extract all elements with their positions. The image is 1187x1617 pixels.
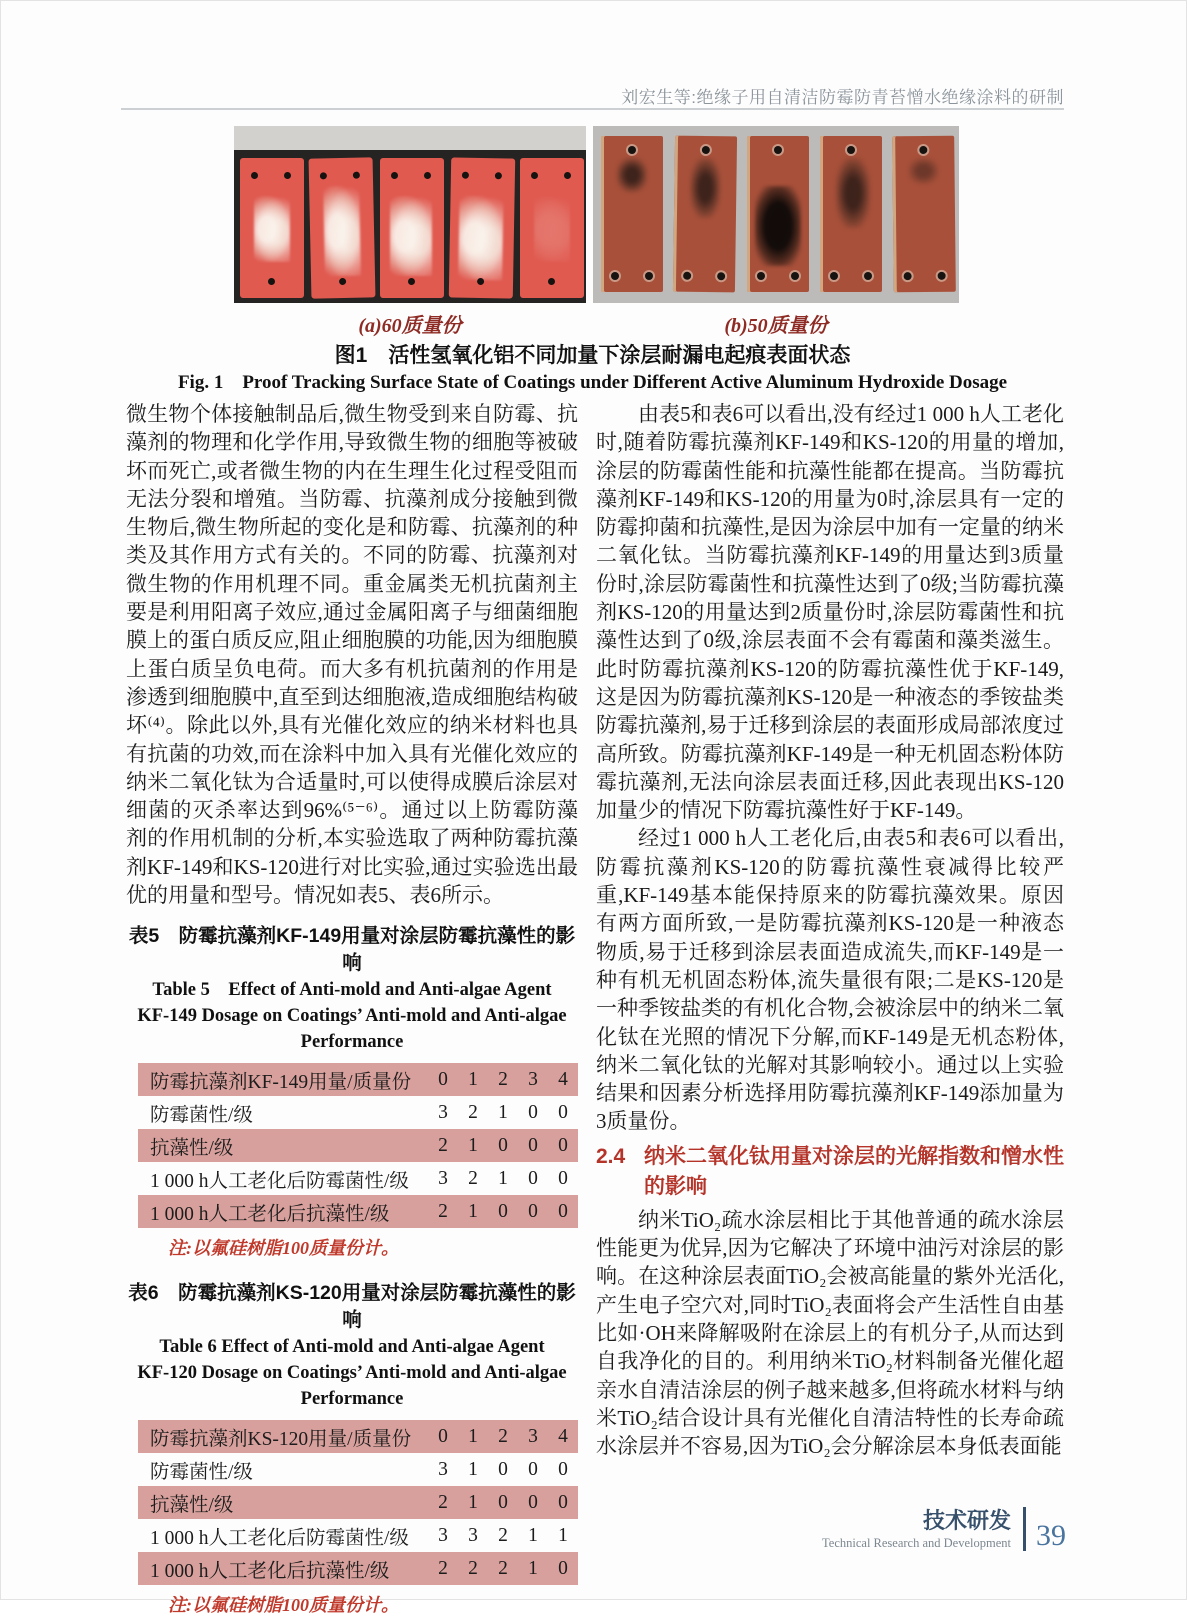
table6-caption-en-line: Table 6 Effect of Anti-mold and Anti-algae Agent [159, 1337, 545, 1358]
figure1-photo-a [234, 126, 586, 303]
table-cell-value: 3 [438, 1101, 448, 1123]
figure1-caption-en: Fig. 1 Proof Tracking Surface State of Coatings under Different Active Aluminum Hydroxide Dosage [177, 372, 1008, 393]
table5-caption-en-line: KF-149 Dosage on Coatings’ Anti-mold and Anti-algae [137, 1006, 567, 1027]
table5-caption-en-line: Table 5 Effect of Anti-mold and Anti-algae Agent [152, 980, 552, 1001]
table-cell-value: 0 [528, 1458, 538, 1480]
section-title: 纳米二氧化钛用量对涂层的光解指数和憎水性的影响 [644, 1144, 1064, 1198]
page-footer [822, 1507, 1066, 1551]
table-cell-value: 2 [468, 1557, 478, 1579]
table-cell-value: 2 [438, 1557, 448, 1579]
table-cell-value: 1 [498, 1101, 508, 1123]
table-cell-value: 2 [468, 1167, 478, 1189]
table-cell-value: 2 [498, 1068, 508, 1090]
table-row-label: 防霉菌性/级 [150, 1104, 253, 1126]
table-cell-value: 0 [498, 1491, 508, 1513]
body-columns [126, 400, 1064, 1617]
table-cell-value: 0 [498, 1134, 508, 1156]
body-paragraph: 纳米TiO₂疏水涂层相比于其他普通的疏水涂层性能更为优异,因为它解决了环境中油污对涂层的影响。在这种涂层表面TiO₂会被高能量的紫外光活化,产生电子空穴对,同时TiO₂表面将会产生活性自由基比如·OH来降解吸附在涂层上的有机分子,从而达到自我净化的目的。利用纳米TiO₂材料制备光催化超亲水自清洁涂层的例子越来越多,但将疏水材料与纳米TiO₂结合设计具有光催化自清洁特性的长寿命疏水涂层并不容易,因为TiO₂会分解涂层本身低表面能 [596, 1207, 1064, 1459]
table-cell-value: 1 [468, 1425, 478, 1447]
table-cell-value: 1 [528, 1557, 538, 1579]
table-row [138, 1195, 578, 1228]
table-cell-value: 3 [438, 1167, 448, 1189]
body-paragraph: 经过1 000 h人工老化后,由表5和表6可以看出,防霉抗藻剂KS-120的防霉抗藻性衰减得比较严重,KF-149基本能保持原来的防霉抗藻效果。原因有两方面所致,一是防霉抗藻剂KS-120是一种液态物质,易于迁移到涂层表面造成流失,而KF-149是一种有机无机固态粉体,流失量很有限;二是KS-120是一种季铵盐类的有机化合物,会被涂层中的纳米二氧化钛在光照的情况下分解,而KF-149是无机态粉体,纳米二氧化钛的光解对其影响较小。通过以上实验结果和因素分析选择用防霉抗藻剂KF-149添加量为3质量份。 [596, 826, 1064, 1134]
figure1-subcaption-a: (a)60质量份 [358, 315, 462, 337]
table-cell-value: 0 [498, 1458, 508, 1480]
footer-section-en: Technical Research and Development [822, 1536, 1011, 1550]
table-cell-value: 2 [468, 1101, 478, 1123]
table-row [138, 1519, 578, 1552]
left-column [126, 400, 578, 1617]
table-row [138, 1063, 578, 1096]
table-cell-value: 4 [558, 1425, 568, 1447]
footer-divider [1023, 1507, 1026, 1551]
figure1-caption-zh: 图1 活性氢氧化铝不同加量下涂层耐漏电起痕表面状态 [334, 344, 851, 367]
table-row-label: 防霉菌性/级 [150, 1461, 253, 1483]
table-cell-value: 1 [558, 1524, 568, 1546]
table-cell-value: 1 [528, 1524, 538, 1546]
table-cell-value: 1 [468, 1134, 478, 1156]
table6-note: 注:以氟硅树脂100质量份计。 [168, 1595, 399, 1616]
table-cell-value: 1 [498, 1167, 508, 1189]
table-row-label: 防霉抗藻剂KS-120用量/质量份 [150, 1428, 412, 1450]
figure1-photo-b [593, 126, 959, 303]
coating-sample [380, 158, 444, 298]
table-row [138, 1486, 578, 1519]
table-cell-value: 2 [438, 1134, 448, 1156]
body-paragraph: 微生物个体接触制品后,微生物受到来自防霉、抗藻剂的物理和化学作用,导致微生物的细胞等被破坏而死亡,或者微生物的内在生理生化过程受阻而无法分裂和增殖。当防霉、抗藻剂成分接触到微生物后,微生物所起的变化是和防霉、抗藻剂的种类及其作用方式有关的。不同的防霉、抗藻剂对微生物的作用机理不同。重金属类无机抗菌剂主要是利用阳离子效应,通过金属阳离子与细菌细胞膜上的蛋白质反应,阻止细胞膜的功能,因为细胞膜上蛋白质呈负电荷。而大多有机抗菌剂的作用是渗透到细胞膜中,直至到达细胞液,造成细胞结构破坏⁽⁴⁾。除此以外,具有光催化效应的纳米材料也具有抗菌的功效,而在涂料中加入具有光催化效应的纳米二氧化钛为合适量时,可以使得成膜后涂层对细菌的灭杀率达到96%⁽⁵⁻⁶⁾。通过以上防霉防藻剂的作用机制的分析,本实验选取了两种防霉抗藻剂KF-149和KS-120进行对比实验,通过实验选出最优的用量和型号。情况如表5、表6所示。 [126, 402, 578, 908]
table-cell-value: 0 [558, 1200, 568, 1222]
table-row-label: 抗藻性/级 [150, 1494, 234, 1516]
table-cell-value: 0 [558, 1101, 568, 1123]
table-cell-value: 0 [558, 1134, 568, 1156]
coating-sample [309, 157, 376, 298]
table-cell-value: 3 [438, 1524, 448, 1546]
table-row-label: 1 000 h人工老化后防霉菌性/级 [150, 1527, 409, 1549]
table-cell-value: 0 [528, 1167, 538, 1189]
table6-caption-zh: 表6 防霉抗藻剂KS-120用量对涂层防霉抗藻性的影响 [128, 1282, 576, 1332]
page-number: 39 [1036, 1519, 1066, 1552]
table-cell-value: 3 [528, 1068, 538, 1090]
table5-note: 注:以氟硅树脂100质量份计。 [168, 1238, 399, 1259]
table6-block [126, 1280, 578, 1617]
coating-sample [520, 158, 584, 298]
table-row-label: 1 000 h人工老化后抗藻性/级 [150, 1560, 390, 1582]
table-cell-value: 0 [438, 1068, 448, 1090]
table-row [138, 1096, 578, 1129]
table6-caption-en-line: KF-120 Dosage on Coatings’ Anti-mold and Anti-algae [137, 1363, 567, 1384]
table-cell-value: 2 [498, 1425, 508, 1447]
table-cell-value: 0 [558, 1167, 568, 1189]
table-cell-value: 0 [498, 1200, 508, 1222]
table-cell-value: 0 [438, 1425, 448, 1447]
table5-block [126, 923, 578, 1260]
table5-caption-zh: 表5 防霉抗藻剂KF-149用量对涂层防霉抗藻性的影响 [128, 925, 576, 975]
coating-sample [240, 158, 304, 298]
table5 [138, 1063, 578, 1228]
right-column [596, 400, 1064, 1617]
table-cell-value: 2 [438, 1491, 448, 1513]
table-cell-value: 1 [468, 1068, 478, 1090]
table-cell-value: 0 [558, 1491, 568, 1513]
table-cell-value: 0 [558, 1458, 568, 1480]
table5-caption-en-line: Performance [300, 1032, 404, 1053]
body-paragraph: 由表5和表6可以看出,没有经过1 000 h人工老化时,随着防霉抗藻剂KF-149和KS-120的用量的增加,涂层的防霉菌性能和抗藻性能都在提高。当防霉抗藻剂KF-149和KS-120的用量为0时,涂层具有一定的防霉抑菌和抗藻性,是因为涂层中加有一定量的纳米二氧化钛。当防霉抗藻剂KF-149的用量达到3质量份时,涂层防霉菌性和抗藻性达到了0级;当防霉抗藻剂KS-120的用量达到2质量份时,涂层防霉菌性和抗藻性达到了0级,涂层表面不会有霉菌和藻类滋生。此时防霉抗藻剂KS-120的防霉抗藻性优于KF-149,这是因为防霉抗藻剂KS-120是一种液态的季铵盐类防霉抗藻剂,易于迁移到涂层的表面形成局部浓度过高所致。防霉抗藻剂KF-149是一种无机固态粉体防霉抗藻剂,无法向涂层表面迁移,因此表现出KS-120加量少的情况下防霉抗藻性好于KF-149。 [596, 402, 1064, 823]
table-row-label: 1 000 h人工老化后防霉菌性/级 [150, 1170, 409, 1192]
header-rule [121, 108, 1064, 110]
table-row-label: 抗藻性/级 [150, 1137, 234, 1159]
table-row [138, 1129, 578, 1162]
table-cell-value: 0 [528, 1200, 538, 1222]
footer-section-zh: 技术研发 [922, 1508, 1011, 1533]
table-cell-value: 3 [438, 1458, 448, 1480]
table-row-label: 1 000 h人工老化后抗藻性/级 [150, 1203, 390, 1225]
table-cell-value: 2 [438, 1200, 448, 1222]
table-cell-value: 1 [468, 1200, 478, 1222]
coating-sample [892, 136, 956, 293]
coating-sample [747, 136, 809, 292]
footer-section [822, 1509, 1011, 1551]
table-cell-value: 0 [528, 1101, 538, 1123]
table-cell-value: 0 [528, 1491, 538, 1513]
table-cell-value: 1 [468, 1491, 478, 1513]
table-cell-value: 3 [528, 1425, 538, 1447]
table-cell-value: 0 [528, 1134, 538, 1156]
section-heading-2-4 [596, 1142, 1064, 1202]
table6 [138, 1420, 578, 1585]
table-row [138, 1552, 578, 1585]
table-row [138, 1453, 578, 1486]
table-cell-value: 2 [498, 1557, 508, 1579]
coating-sample [673, 136, 737, 293]
section-number: 2.4 [596, 1144, 626, 1168]
coating-sample [601, 136, 663, 292]
figure1-subcaption-b: (b)50质量份 [724, 315, 828, 337]
table-row [138, 1420, 578, 1453]
table-cell-value: 3 [468, 1524, 478, 1546]
coating-sample [820, 136, 882, 292]
table-cell-value: 2 [498, 1524, 508, 1546]
coating-sample [449, 157, 515, 298]
table-row-label: 防霉抗藻剂KF-149用量/质量份 [150, 1071, 412, 1093]
table-row [138, 1162, 578, 1195]
table-cell-value: 1 [468, 1458, 478, 1480]
table-cell-value: 4 [558, 1068, 568, 1090]
table6-caption-en-line: Performance [300, 1389, 404, 1410]
running-head: 刘宏生等:绝缘子用自清洁防霉防青苔憎水绝缘涂料的研制 [621, 88, 1064, 107]
table-cell-value: 0 [558, 1557, 568, 1579]
